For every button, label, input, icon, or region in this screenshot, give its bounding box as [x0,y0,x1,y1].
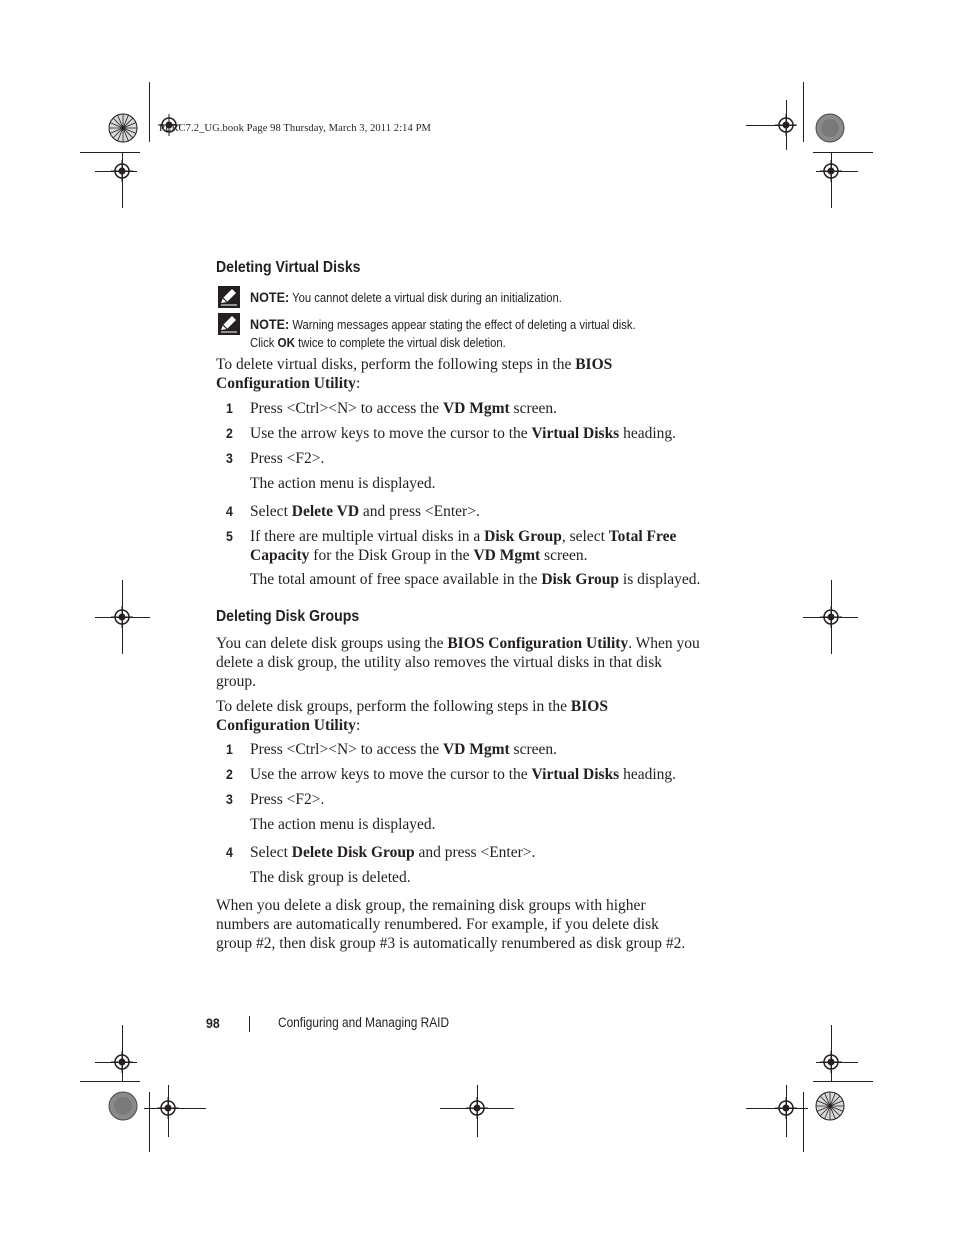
step-text [250,424,730,443]
step-number: 1 [226,741,233,757]
section-heading-deleting-virtual-disks: Deleting Virtual Disks [216,259,361,276]
step-text-post: screen. [509,400,558,417]
registration-target-icon [820,606,842,628]
note-label: NOTE: [250,289,290,305]
step-text-post: screen. [509,741,558,758]
note-label: NOTE: [250,316,290,332]
configuration-utility-label: Configuration Utility [216,375,356,392]
step-number: 5 [226,528,233,544]
bios-configuration-utility-label: BIOS Configuration Utility [447,635,629,652]
step-text: Press <F2>. [250,450,325,467]
note-text-line1: Warning messages appear stating the effect of deleting a virtual disk. [292,318,636,332]
registration-target-icon [111,160,133,182]
starburst-mark-icon [108,113,138,143]
step-text-pre: Use the arrow keys to move the cursor to the [250,425,532,442]
delete-vd-label: Delete VD [291,503,360,520]
step-number: 3 [226,450,233,466]
registration-target-icon [775,1097,797,1119]
delete-disk-group-label: Delete Disk Group [291,844,415,861]
intro-paragraph-vd [216,355,736,393]
registration-target-icon [111,606,133,628]
note-pencil-icon [218,286,240,308]
note-initialization [250,289,562,307]
step-number: 2 [226,766,233,782]
step-text [250,527,730,565]
step-text: Press <F2>. [250,791,325,808]
step-text-pre: Select [250,844,292,861]
page-number: 98 [206,1015,220,1031]
step-text-c: , select [561,528,609,545]
step-text [250,502,730,521]
registration-target-icon [820,160,842,182]
disk-group-label: Disk Group [541,571,620,588]
step-text-f: for the Disk Group in the [309,547,474,564]
step-text-h: screen. [540,547,588,564]
disk-groups-intro-paragraph [216,634,736,691]
ok-key-label: OK [277,335,296,350]
step-text [250,740,730,759]
step-text-pre: Press <Ctrl><N> to access the [250,400,443,417]
step-text-post: and press <Enter>. [359,503,480,520]
disk-group-label: Disk Group [484,528,562,545]
para-pre: You can delete disk groups using the [216,635,448,652]
intro-colon: : [355,375,361,392]
step-text-post: heading. [619,766,677,783]
intro-colon: : [355,717,361,734]
step-text-post: heading. [619,425,677,442]
intro-text: To delete disk groups, perform the following steps in the [216,698,571,715]
step-result-text: The action menu is displayed. [250,816,436,833]
result-post: is displayed. [619,571,701,588]
intro-paragraph-dg [216,697,736,735]
registration-target-icon [111,1051,133,1073]
vd-mgmt-label: VD Mgmt [442,741,510,758]
total-free-label: Total Free [608,528,677,545]
renumbering-paragraph [216,896,736,953]
step-text [250,843,730,862]
closing-line3: group #2, then disk group #3 is automatically renumbered as disk group #2. [216,935,686,952]
vd-mgmt-label: VD Mgmt [442,400,510,417]
step-text-post: and press <Enter>. [414,844,536,861]
step-text [250,765,730,784]
step-number: 2 [226,425,233,441]
bios-label: BIOS [570,698,608,715]
para-post: . When you [628,635,700,652]
step-result-text [250,570,730,589]
closing-line2: numbers are automatically renumbered. For example, if you delete disk [216,916,659,933]
note-pencil-icon [218,313,240,335]
step-number: 3 [226,791,233,807]
chapter-title: Configuring and Managing RAID [278,1015,450,1030]
intro-text: To delete virtual disks, perform the following steps in the [216,356,576,373]
virtual-disks-label: Virtual Disks [531,766,620,783]
virtual-disks-label: Virtual Disks [531,425,620,442]
section-heading-deleting-disk-groups: Deleting Disk Groups [216,608,360,625]
note-warning-messages [250,316,636,352]
para-line2: delete a disk group, the utility also removes the virtual disks in that disk [216,654,662,671]
capacity-label: Capacity [250,547,310,564]
registration-target-icon [820,1051,842,1073]
gray-disc-mark-icon [815,113,845,143]
step-result-text: The disk group is deleted. [250,869,411,886]
footer-divider [249,1016,250,1032]
step-number: 4 [226,503,233,519]
step-number: 1 [226,400,233,416]
book-info-header: PERC7.2_UG.book Page 98 Thursday, March 3, 2011 2:14 PM [159,123,431,134]
step-text-pre: Use the arrow keys to move the cursor to the [250,766,532,783]
registration-target-icon [466,1097,488,1119]
starburst-mark-icon [815,1091,845,1121]
bios-label: BIOS [575,356,613,373]
vd-mgmt-label: VD Mgmt [473,547,541,564]
closing-line1: When you delete a disk group, the remaining disk groups with higher [216,897,646,914]
step-text-pre: Select [250,503,292,520]
note-text-line2-pre: Click [250,336,278,350]
result-pre: The total amount of free space available in the [250,571,542,588]
step-text-pre: Press <Ctrl><N> to access the [250,741,443,758]
step-number: 4 [226,844,233,860]
registration-target-icon [157,1097,179,1119]
note-text: You cannot delete a virtual disk during an initialization. [292,291,562,305]
step-text-a: If there are multiple virtual disks in a [250,528,485,545]
registration-target-icon [775,114,797,136]
step-text [250,399,730,418]
para-line3: group. [216,673,257,690]
gray-disc-mark-icon [108,1091,138,1121]
step-result-text: The action menu is displayed. [250,475,436,492]
note-text-line2-post: twice to complete the virtual disk deletion. [295,336,506,350]
configuration-utility-label: Configuration Utility [216,717,356,734]
